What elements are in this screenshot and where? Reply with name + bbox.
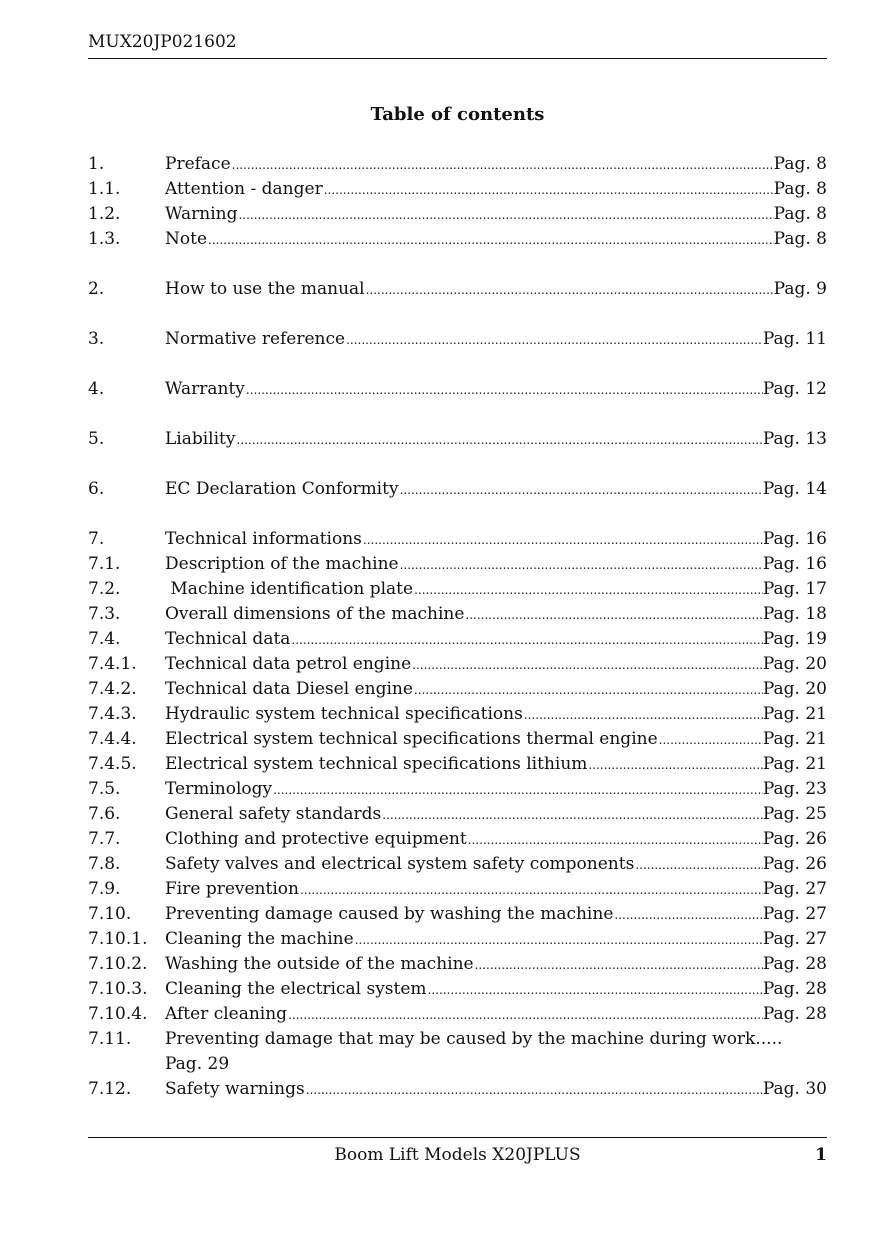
toc-entry-page: Pag. 29 (165, 1054, 230, 1074)
header-rule (88, 58, 827, 59)
toc-entry-7-4-5[interactable] (88, 752, 827, 777)
toc-entry-title: Note (165, 229, 208, 249)
toc-entry-page: Pag. 17 (762, 579, 827, 599)
toc-entry-page: Pag. 28 (762, 954, 827, 974)
toc-entry-number: 7.8. (88, 854, 121, 874)
toc-entry-page: Pag. 21 (762, 754, 827, 774)
toc-entry-title: Warning (165, 204, 238, 224)
toc-entry-3[interactable] (88, 327, 827, 352)
toc-leader-dots (587, 753, 762, 777)
toc-entry-title: Preventing damage that may be caused by the machine during work..... (165, 1029, 783, 1049)
toc-entry-title: Description of the machine (165, 554, 399, 574)
toc-entry-page: Pag. 26 (762, 854, 827, 874)
toc-entry-number: 7.10.2. (88, 954, 148, 974)
toc-entry-1[interactable] (88, 152, 827, 177)
toc-entry-7-10-3[interactable] (88, 977, 827, 1002)
toc-entry-title: Safety valves and electrical system safety components (165, 854, 635, 874)
toc-entry-7-4[interactable] (88, 627, 827, 652)
toc-leader-dots (413, 678, 763, 702)
toc-entry-title: Clothing and protective equipment (165, 829, 467, 849)
toc-entry-1-1[interactable] (88, 177, 827, 202)
toc-entry-title: Normative reference (165, 329, 346, 349)
toc-leader-dots (237, 203, 773, 227)
toc-entry-number: 2. (88, 279, 105, 299)
toc-entry-page: Pag. 28 (762, 1004, 827, 1024)
toc-entry-page: Pag. 13 (762, 429, 827, 449)
toc-entry-number: 7.10.4. (88, 1004, 148, 1024)
toc-entry-7[interactable] (88, 527, 827, 552)
toc-entry-number: 7.6. (88, 804, 121, 824)
toc-entry-title: Warranty (165, 379, 245, 399)
toc-entry-title: Technical data (165, 629, 291, 649)
toc-entry-title: Electrical system technical specifications lithium (165, 754, 588, 774)
toc-leader-dots (290, 628, 762, 652)
toc-entry-title: Machine identification plate (165, 579, 414, 599)
toc-leader-dots (381, 803, 763, 827)
toc-entry-title: Cleaning the electrical system (165, 979, 427, 999)
toc-entry-page: Pag. 21 (762, 704, 827, 724)
toc-entry-1-2[interactable] (88, 202, 827, 227)
toc-entry-page: Pag. 27 (762, 929, 827, 949)
toc-entry-page: Pag. 27 (762, 879, 827, 899)
toc-entry-7-9[interactable] (88, 877, 827, 902)
toc-entry-page: Pag. 16 (762, 529, 827, 549)
document-page (88, 0, 827, 1240)
toc-entry-number: 6. (88, 479, 105, 499)
toc-entry-7-5[interactable] (88, 777, 827, 802)
toc-leader-dots (272, 778, 763, 802)
toc-entry-page: Pag. 26 (762, 829, 827, 849)
toc-leader-dots (362, 528, 763, 552)
toc-entry-page: Pag. 12 (762, 379, 827, 399)
toc-entry-title: Preface (165, 154, 231, 174)
toc-entry-2[interactable] (88, 277, 827, 302)
toc-entry-title: How to use the manual (165, 279, 365, 299)
toc-leader-dots (467, 828, 763, 852)
toc-entry-number: 7.10.3. (88, 979, 148, 999)
toc-entry-title: Preventing damage caused by washing the machine (165, 904, 614, 924)
toc-entry-page: Pag. 20 (762, 654, 827, 674)
toc-title: Table of contents (370, 104, 545, 125)
toc-entry-number: 7.9. (88, 879, 121, 899)
toc-leader-dots (523, 703, 763, 727)
toc-leader-dots (399, 478, 763, 502)
toc-entry-title: General safety standards (165, 804, 382, 824)
toc-entry-7-2[interactable] (88, 577, 827, 602)
toc-entry-number: 7. (88, 529, 105, 549)
toc-entry-page: Pag. 19 (762, 629, 827, 649)
toc-entry-page: Pag. 8 (773, 229, 827, 249)
footer-rule (88, 1137, 827, 1138)
toc-entry-number: 1.1. (88, 179, 121, 199)
toc-entry-number: 4. (88, 379, 105, 399)
toc-entry-number: 7.1. (88, 554, 121, 574)
document-code: MUX20JP021602 (88, 32, 237, 52)
toc-leader-dots (399, 553, 763, 577)
toc-leader-dots (345, 328, 763, 352)
toc-entry-number: 7.3. (88, 604, 121, 624)
toc-entry-number: 7.10. (88, 904, 132, 924)
toc-entry-title: Liability (165, 429, 236, 449)
toc-entry-7-11[interactable] (88, 1027, 827, 1077)
toc-entry-number: 1. (88, 154, 105, 174)
toc-entry-number: 7.4.1. (88, 654, 137, 674)
toc-entry-number: 1.2. (88, 204, 121, 224)
toc-entry-page: Pag. 18 (762, 604, 827, 624)
toc-leader-dots (287, 1003, 763, 1027)
toc-entry-5[interactable] (88, 427, 827, 452)
toc-entry-number: 7.5. (88, 779, 121, 799)
toc-entry-number: 7.7. (88, 829, 121, 849)
toc-entry-title: Safety warnings (165, 1079, 305, 1099)
toc-entry-number: 7.4. (88, 629, 121, 649)
toc-entry-number: 7.11. (88, 1029, 132, 1049)
toc-entry-title: Attention - danger (165, 179, 323, 199)
toc-entry-7-3[interactable] (88, 602, 827, 627)
toc-leader-dots (474, 953, 763, 977)
toc-entry-page: Pag. 28 (762, 979, 827, 999)
toc-entry-page: Pag. 11 (762, 329, 827, 349)
toc-entry-number: 7.4.5. (88, 754, 137, 774)
toc-leader-dots (634, 853, 763, 877)
toc-leader-dots (236, 428, 763, 452)
toc-entry-page: Pag. 20 (762, 679, 827, 699)
toc-entry-title: Technical data Diesel engine (165, 679, 413, 699)
toc-entry-number: 1.3. (88, 229, 121, 249)
toc-entry-title: Electrical system technical specifications thermal engine (165, 729, 658, 749)
toc-leader-dots (413, 578, 763, 602)
toc-entry-page: Pag. 27 (762, 904, 827, 924)
toc-leader-dots (305, 1078, 763, 1102)
toc-entry-title: Technical informations (165, 529, 362, 549)
toc-entry-title: Cleaning the machine (165, 929, 354, 949)
toc-entry-4[interactable] (88, 377, 827, 402)
toc-leader-dots (231, 153, 774, 177)
toc-leader-dots (365, 278, 774, 302)
toc-entry-title: After cleaning (165, 1004, 288, 1024)
toc-entry-7-7[interactable] (88, 827, 827, 852)
toc-entry-number: 3. (88, 329, 105, 349)
toc-leader-dots (299, 878, 763, 902)
toc-entry-page: Pag. 9 (773, 279, 827, 299)
toc-entry-7-10[interactable] (88, 902, 827, 927)
toc-entry-7-1[interactable] (88, 552, 827, 577)
toc-entry-page: Pag. 8 (773, 154, 827, 174)
toc-entry-page: Pag. 25 (762, 804, 827, 824)
toc-entry-number: 7.4.4. (88, 729, 137, 749)
toc-entry-title: Hydraulic system technical specifications (165, 704, 523, 724)
toc-entry-7-4-2[interactable] (88, 677, 827, 702)
toc-entry-number: 7.4.2. (88, 679, 137, 699)
toc-entry-page: Pag. 8 (773, 179, 827, 199)
toc-entry-page: Pag. 23 (762, 779, 827, 799)
toc-entry-page: Pag. 14 (762, 479, 827, 499)
toc-list (88, 152, 827, 1102)
toc-entry-number: 7.4.3. (88, 704, 137, 724)
toc-entry-7-6[interactable] (88, 802, 827, 827)
toc-entry-6[interactable] (88, 477, 827, 502)
toc-leader-dots (427, 978, 763, 1002)
toc-entry-7-10-1[interactable] (88, 927, 827, 952)
toc-entry-number: 7.10.1. (88, 929, 148, 949)
toc-entry-page: Pag. 21 (762, 729, 827, 749)
toc-leader-dots (464, 603, 762, 627)
toc-entry-page: Pag. 30 (762, 1079, 827, 1099)
toc-entry-7-4-4[interactable] (88, 727, 827, 752)
toc-entry-7-12[interactable] (88, 1077, 827, 1102)
toc-leader-dots (354, 928, 763, 952)
toc-leader-dots (613, 903, 762, 927)
toc-entry-number: 5. (88, 429, 105, 449)
toc-entry-7-10-2[interactable] (88, 952, 827, 977)
toc-leader-dots (207, 228, 774, 252)
toc-leader-dots (245, 378, 763, 402)
toc-entry-7-4-1[interactable] (88, 652, 827, 677)
toc-leader-dots (323, 178, 774, 202)
toc-entry-title: EC Declaration Conformity (165, 479, 399, 499)
toc-entry-title: Technical data petrol engine (165, 654, 412, 674)
toc-entry-number: 7.2. (88, 579, 121, 599)
toc-entry-7-10-4[interactable] (88, 1002, 827, 1027)
toc-entry-title: Terminology (165, 779, 273, 799)
toc-entry-title: Washing the outside of the machine (165, 954, 474, 974)
toc-leader-dots (411, 653, 763, 677)
footer-title: Boom Lift Models X20JPLUS (334, 1145, 581, 1165)
toc-entry-title: Fire prevention (165, 879, 299, 899)
toc-entry-7-8[interactable] (88, 852, 827, 877)
toc-entry-page: Pag. 8 (773, 204, 827, 224)
toc-entry-title: Overall dimensions of the machine (165, 604, 465, 624)
toc-entry-page: Pag. 16 (762, 554, 827, 574)
toc-entry-1-3[interactable] (88, 227, 827, 252)
toc-entry-number: 7.12. (88, 1079, 132, 1099)
toc-entry-7-4-3[interactable] (88, 702, 827, 727)
toc-leader-dots (658, 728, 763, 752)
page-number: 1 (815, 1145, 827, 1165)
